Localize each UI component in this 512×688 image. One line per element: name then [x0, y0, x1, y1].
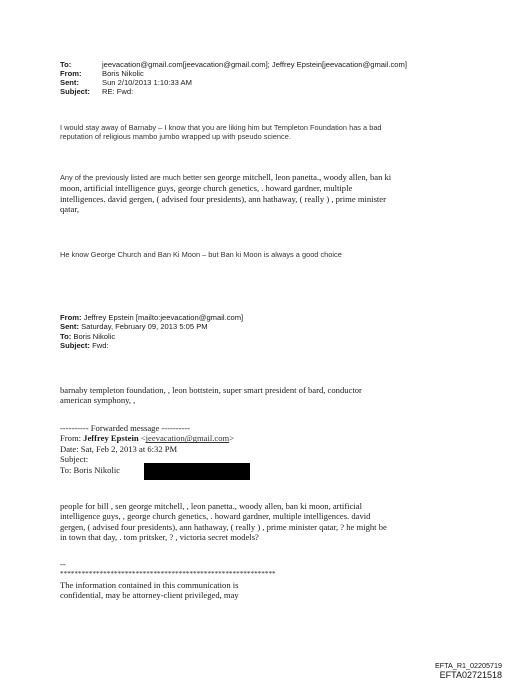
reply-p2-intro: Any of the previously listed are much better: [60, 173, 204, 182]
from-label: From:: [60, 69, 82, 78]
forward2-header: ---------- Forwarded message ---------- From: Jeffrey Epstein <jeevacation@gmail.com> Date: Sat, Feb 2, 2013 at 6:32 PM Subject: To: Boris Nikolic: [60, 423, 490, 475]
forward1-sent-label: Sent:: [60, 322, 79, 332]
sent-value: Sun 2/10/2013 1:10:33 AM: [102, 78, 192, 87]
reply-p2-line3: intelligences. david gergen, ( advised four presidents), ann hathaway, ( really ) , prime minister: [60, 193, 386, 204]
to-value: jeevacation@gmail.com[jeevacation@gmail.com]; Jeffrey Epstein[jeevacation@gmail.com]: [102, 60, 407, 69]
forward2-from-label: From:: [60, 433, 84, 444]
footer-id-1: EFTA_R1_02205719: [435, 661, 502, 670]
email-header: [60, 60, 480, 100]
forward2-body-line4: in town that day, . tom pritsker, ? , victoria secret models?: [60, 532, 259, 543]
reply-paragraph-3: He know George Church and Ban Ki Moon – but Ban ki Moon is always a good choice: [60, 250, 342, 259]
forward2-to-line: To: Boris Nikolic: [60, 464, 121, 475]
forward2-from-email[interactable]: jeevacation@gmail.com: [145, 433, 230, 444]
forward2-body-line1: people for bill , sen george mitchell, , leon panetta., woody allen, ban ki moon, artificial: [60, 501, 362, 511]
footer-id-2: EFTA02721518: [439, 670, 502, 680]
disclaimer-line1: The information contained in this communication is: [60, 579, 239, 590]
sent-label: Sent:: [60, 78, 79, 87]
reply-p1-line2: reputation of religious mambo jumbo wrapped up with pseudo science.: [60, 132, 291, 142]
signature-stars: ************************************************************: [60, 570, 276, 579]
reply-p2-line2: moon, artificial intelligence guys, george church genetics, . howard gardner, multiple: [60, 183, 353, 194]
subject-value: RE: Fwd:: [102, 87, 134, 96]
disclaimer-line2: confidential, may be attorney-client privileged, may: [60, 590, 239, 601]
forward2-separator: ---------- Forwarded message ----------: [60, 423, 191, 433]
reply-paragraph-2: [60, 172, 490, 215]
document-footer: [302, 661, 502, 681]
signature-block: [60, 559, 500, 601]
from-value: Boris Nikolic: [102, 69, 144, 78]
forward1-body-line1: barnaby templeton foundation, , leon bottstein, super smart president of bard, conductor: [60, 385, 362, 395]
forward1-from-label: From:: [60, 313, 82, 322]
forward1-header: [60, 313, 480, 350]
forward1-body-line2: american symphony, ,: [60, 395, 136, 406]
forward1-to-value: Boris Nikolic: [73, 331, 116, 341]
reply-p2-line4: qatar,: [60, 204, 79, 215]
forward1-from-value: Jeffrey Epstein [mailto:jeevacation@gmail.com]: [83, 313, 244, 322]
subject-label: Subject:: [60, 87, 90, 96]
signature-dashes: --: [60, 559, 66, 569]
forward1-subject-value: Fwd:: [92, 340, 109, 350]
forward1-subject-label: Subject:: [60, 340, 90, 350]
reply-p2-line1-rest: sen george mitchell, leon panetta., woody allen, ban ki: [203, 172, 392, 182]
redaction-box: [144, 463, 250, 480]
forward2-body-line3: gergen, ( advised four presidents), ann hathaway, ( really ) , prime minister qatar, ? he might be: [60, 521, 387, 532]
forward2-subject-line: Subject:: [60, 454, 89, 465]
forward1-body: [60, 385, 490, 406]
forward2-from-name: Jeffrey Epstein: [83, 433, 139, 444]
to-label: To:: [60, 60, 72, 69]
forward2-body: [60, 501, 500, 543]
forward1-sent-value: Saturday, February 09, 2013 5:05 PM: [81, 322, 208, 332]
forward1-to-label: To:: [60, 331, 72, 341]
reply-paragraph-1: [60, 123, 480, 142]
forward2-date-line: Date: Sat, Feb 2, 2013 at 6:32 PM: [60, 443, 178, 454]
forward2-body-line2: intelligence guys, , george church genetics, . howard gardner, multiple intelligences. david: [60, 511, 371, 522]
reply-p1-line1: I would stay away of Barnaby – I know that you are liking him but Templeton Foundation has a bad: [60, 123, 382, 132]
